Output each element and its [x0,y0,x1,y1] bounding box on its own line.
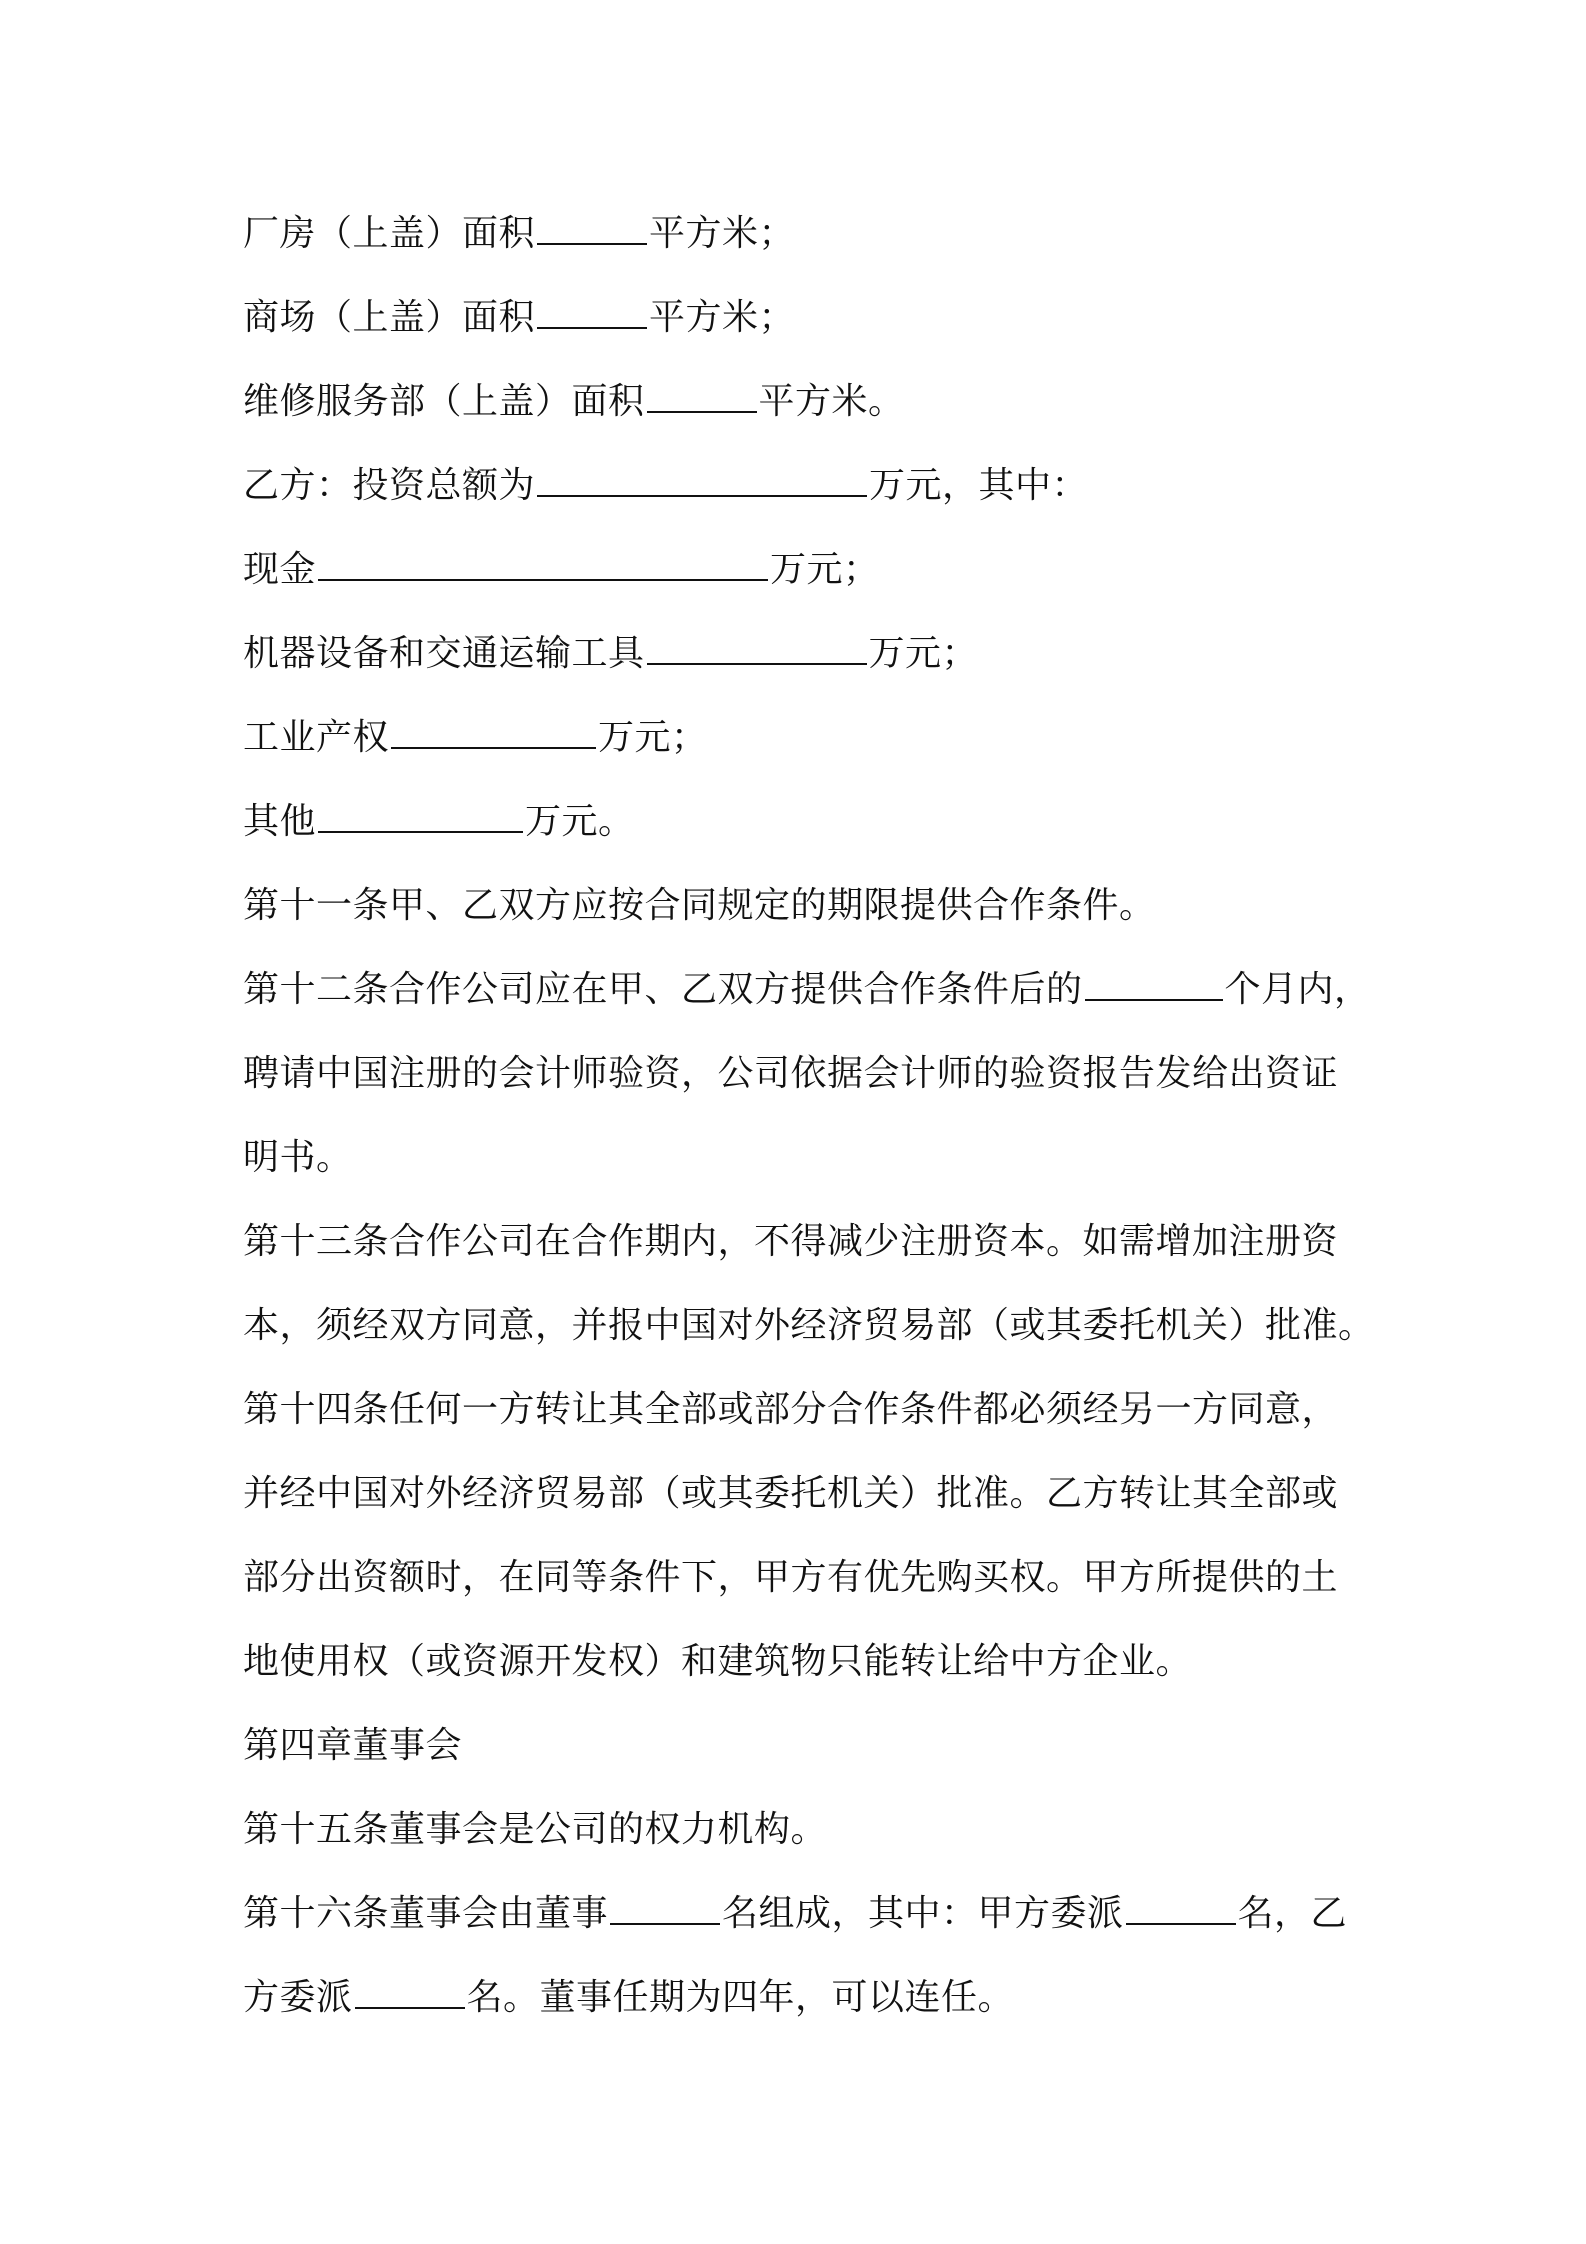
text-line [243,1116,1363,1200]
blank-field [318,551,768,581]
blank-field [537,215,647,245]
text-segment: 平方米； [649,297,796,338]
text-segment: 方委派 [243,1977,353,2018]
section-heading [243,1704,1363,1788]
blank-field [537,299,647,329]
text-segment: 部分出资额时，在同等条件下，甲方有优先购买权。甲方所提供的土 [243,1557,1339,1598]
blank-field [318,803,523,833]
blank-field [1126,1895,1236,1925]
text-segment: 明书。 [243,1137,353,1178]
text-line [243,444,1363,528]
text-segment: 维修服务部（上盖）面积 [243,381,645,422]
text-segment: 本，须经双方同意，并报中国对外经济贸易部（或其委托机关）批准。 [243,1305,1375,1346]
blank-field [1085,971,1223,1001]
text-line [243,948,1371,1032]
text-segment: 第十五条董事会是公司的权力机构。 [243,1809,828,1850]
text-line [243,1284,1375,1368]
text-segment: 名组成，其中：甲方委派 [722,1893,1124,1934]
text-segment: 名，乙 [1237,1893,1348,1934]
text-segment: 商场（上盖）面积 [243,297,536,338]
text-segment: 第十四条任何一方转让其全部或部分合作条件都必须经另一方同意， [243,1389,1339,1430]
text-line [243,612,1363,696]
text-segment: 第四章董事会 [243,1725,463,1766]
text-line [243,1620,1363,1704]
text-line [243,528,1363,612]
text-segment: 万元。 [525,801,635,842]
text-segment: 万元； [598,717,708,758]
blank-field [610,1895,720,1925]
text-segment: 机器设备和交通运输工具 [243,633,645,674]
text-line [243,276,1363,360]
text-line [243,864,1363,948]
text-segment: 第十六条董事会由董事 [243,1893,609,1934]
text-line [243,1788,1363,1872]
text-segment: 平方米。 [758,381,905,422]
text-segment: 现金 [243,549,317,590]
text-line [243,192,1363,276]
text-segment: 第十二条合作公司应在甲、乙双方提供合作条件后的 [243,969,1083,1010]
document-page [243,192,1375,2040]
text-segment: 名。董事任期为四年，可以连任。 [466,1977,1015,2018]
text-line [243,696,1363,780]
text-segment: 工业产权 [243,717,390,758]
text-line [243,1536,1363,1620]
blank-field [647,383,757,413]
text-line [243,1368,1363,1452]
text-segment: 第十三条合作公司在合作期内，不得减少注册资本。如需增加注册资 [243,1221,1339,1262]
blank-field [647,635,867,665]
text-segment: 地使用权（或资源开发权）和建筑物只能转让给中方企业。 [243,1641,1193,1682]
text-segment: 万元； [770,549,880,590]
text-segment: 平方米； [649,213,796,254]
text-line [243,1032,1363,1116]
text-line [243,1956,1363,2040]
blank-field [537,467,867,497]
text-line [243,1200,1363,1284]
text-segment: 其他 [243,801,317,842]
text-segment: 聘请中国注册的会计师验资，公司依据会计师的验资报告发给出资证 [243,1053,1339,1094]
text-segment: 万元； [868,633,979,674]
text-segment: 万元，其中： [869,465,1089,506]
text-line [243,360,1363,444]
text-segment: 乙方：投资总额为 [243,465,536,506]
blank-field [391,719,596,749]
text-segment: 并经中国对外经济贸易部（或其委托机关）批准。乙方转让其全部或 [243,1473,1339,1514]
text-segment: 厂房（上盖）面积 [243,213,536,254]
blank-field [355,1979,465,2009]
text-segment: 第十一条甲、乙双方应按合同规定的期限提供合作条件。 [243,885,1156,926]
text-line [243,780,1363,864]
text-line [243,1872,1363,1956]
text-segment: 个月内， [1224,969,1371,1010]
text-line [243,1452,1363,1536]
